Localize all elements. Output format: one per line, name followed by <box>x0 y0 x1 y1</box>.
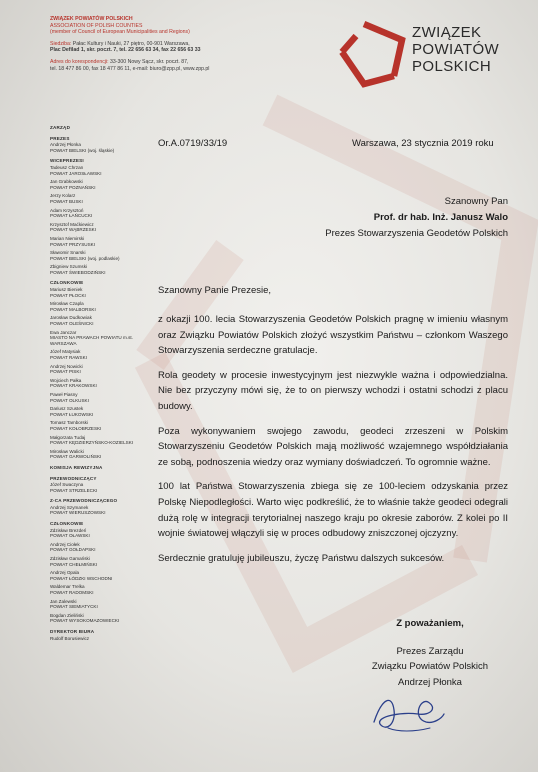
pentagon-logo-icon <box>334 18 408 90</box>
member-county: POWIAT GOŁDAPSKI <box>50 547 96 553</box>
closing-block <box>350 616 510 690</box>
paragraph: z okazji 100. lecia Stowarzyszenia Geodetów Polskich pragnę w imieniu własnym oraz Związku Powiatów Polskich złożyć wszystkim Państwu – członkom Waszego Stowarzyszenia serdeczne gratulacje. <box>158 314 508 357</box>
member-name: Mariusz Bieniek <box>50 287 83 293</box>
paragraph: Poza wykonywaniem swojego zawodu, geodeci zrzeszeni w Polskim Stowarzyszeniu Geodetów Polskich mają możliwość wzajemnego współdziałania ze sobą, podnoszenia wiedzy oraz wymiany doświadczeń. To ogromnie ważne. <box>158 425 508 468</box>
member-name: Zdzisław Gamański <box>50 556 90 562</box>
member-county: POWIAT RAWSKI <box>50 355 87 360</box>
correspondence-contact: tel. 18 477 86 00, fax 18 477 86 11, e-mail: biuro@zpp.pl, www.zpp.pl <box>50 65 210 72</box>
signer-name: Andrzej Płonka <box>398 676 462 688</box>
board-member <box>50 584 158 595</box>
board-section-title: CZŁONKOWIE <box>50 280 84 286</box>
member-county: POWIAT PŁOCKI <box>50 292 86 298</box>
board-member <box>50 364 158 375</box>
paragraph: 100 lat Państwa Stowarzyszenia zbiega się ze 100-leciem odzyskania przez Polskę Niepodległości. Warto więc podkreślić, że to właśnie także geodeci odegrali dużą rolę w integracji terytorialnej naszego kraju po okresie zaborów. Z kolei po II wojnie światowej włączyli się w proces odbudowy zniszczonej ojczyzny. <box>158 481 508 540</box>
board-member <box>50 482 158 493</box>
seat-label: Siedziba: <box>50 40 72 47</box>
reference-number: Or.A.0719/33/19 <box>158 138 228 149</box>
signer-title: Prezes Zarządu <box>396 645 464 657</box>
board-member <box>50 264 158 275</box>
member-name: Tomasz Tamborski <box>50 420 88 426</box>
member-county: POWIAT MALBORSKI <box>50 306 96 312</box>
paragraph: Serdecznie gratuluję jubileuszu, życzę Państwu dalszych sukcesów. <box>158 552 445 564</box>
member-county: POWIAT OŁAWSKI <box>50 533 90 539</box>
board-member <box>50 315 158 326</box>
board-listing <box>50 120 158 644</box>
member-name: Mirosław Czapla <box>50 301 84 307</box>
member-county: POWIAT SIEMIATYCKI <box>50 604 98 610</box>
member-county: POWIAT ŁAŃCUCKI <box>50 213 93 219</box>
member-county: MIASTO NA PRAWACH POWIATU m.st. WARSZAWA <box>50 335 133 346</box>
member-name: Sławomir Snarski <box>50 250 86 256</box>
board-member <box>50 378 158 389</box>
board-member <box>50 435 158 446</box>
board-section-title: Z-CA PRZEWODNICZĄCEGO <box>50 498 118 504</box>
member-county: POWIAT GARWOLIŃSKI <box>50 454 102 460</box>
member-county: POWIAT PRZYSUSKI <box>50 241 96 247</box>
member-name: Mirosław Walicki <box>50 448 84 454</box>
seat-address-2: Plac Defilad 1, skr. poczt. 7, tel. 22 656 63 34, fax 22 656 63 33 <box>50 47 201 54</box>
letterhead <box>50 16 280 72</box>
recipient-salutation: Szanowny Pan <box>444 196 508 207</box>
member-county: POWIAT JAROSŁAWSKI <box>50 170 102 176</box>
member-name: Małgorzata Tudaj <box>50 434 86 440</box>
board-member <box>50 208 158 219</box>
board-member <box>50 142 158 153</box>
org-name-en: ASSOCIATION OF POLISH COUNTIES <box>50 22 143 29</box>
member-name: Tadeusz Chrzan <box>50 164 84 170</box>
member-county: POWIAT BUSKI <box>50 198 83 204</box>
board-section-title: KOMISJA REWIZYJNA <box>50 464 103 470</box>
board-member <box>50 613 158 624</box>
logo-line-2: POWIATÓW <box>412 41 500 58</box>
board-member <box>50 599 158 610</box>
board-section-title: WICEPREZESI <box>50 158 84 164</box>
member-name: Andrzej Nowicki <box>50 363 83 369</box>
member-county: POWIAT WIERUSZOWSKI <box>50 510 106 516</box>
member-county: POWIAT ŁÓDZKI WSCHODNI <box>50 575 113 581</box>
member-name: Zbigniew Szumski <box>50 264 88 270</box>
member-county: POWIAT ŁUKOWSKI <box>50 411 94 417</box>
board-member <box>50 287 158 298</box>
member-county: POWIAT BIELSKI (woj. śląskie) <box>50 147 115 153</box>
board-member <box>50 392 158 403</box>
board-member <box>50 449 158 460</box>
board-member <box>50 165 158 176</box>
board-member <box>50 542 158 553</box>
signer-org: Związku Powiatów Polskich <box>371 661 489 672</box>
member-name: Dariusz Szustek <box>50 406 84 412</box>
member-name: Józef Swaczyna <box>50 482 84 488</box>
board-member <box>50 636 158 642</box>
member-name: Andrzej Szymanek <box>50 504 89 510</box>
member-name: Paweł Piasny <box>50 391 78 397</box>
member-county: POWIAT CHEŁMIŃSKI <box>50 561 98 567</box>
member-name: Waldemar Trelka <box>50 584 85 590</box>
member-county: POWIAT STRZELECKI <box>50 487 98 493</box>
letter-body <box>158 312 508 575</box>
member-name: Józef Matysiak <box>50 349 81 355</box>
board-section-title: ZARZĄD <box>50 125 71 130</box>
member-county: POWIAT OLKUSKI <box>50 397 89 403</box>
correspondence-label: Adres do korespondencji: <box>50 58 109 65</box>
member-name: Jarosław Dudkowiak <box>50 315 92 321</box>
board-member <box>50 222 158 233</box>
board-member <box>50 420 158 431</box>
board-section-title: PRZEWODNICZĄCY <box>50 475 97 481</box>
member-name: Jan Zalewski <box>50 598 77 604</box>
member-name: Rudolf Borusiewicz <box>50 635 90 641</box>
board-member <box>50 349 158 360</box>
member-name: Andrzej Płonka <box>50 142 81 148</box>
member-county: POWIAT KOŁOBRZESKI <box>50 425 102 431</box>
logo-text <box>412 24 499 75</box>
member-county: POWIAT ŚWIEBODZIŃSKI <box>50 269 106 275</box>
board-member <box>50 179 158 190</box>
recipient-block <box>325 194 508 242</box>
member-name: Andrzej Opala <box>50 570 80 576</box>
board-member <box>50 330 158 347</box>
recipient-title: Prezes Stowarzyszenia Geodetów Polskich <box>325 228 508 239</box>
member-county: POWIAT WYSOKOMAZOWIECKI <box>50 618 120 624</box>
paragraph: Rola geodety w procesie inwestycyjnym jest niezwykle ważna i odpowiedzialna. Nie bez przyczyny mówi się, że to on pierwszy wchodzi i ostatni schodzi z placu budowy. <box>158 369 508 412</box>
closing-regards: Z poważaniem, <box>396 618 464 629</box>
board-section-title: PREZES <box>50 135 70 141</box>
member-county: POWIAT WĄBRZESKI <box>50 227 97 233</box>
member-county: POWIAT BIELSKI (woj. podlaskie) <box>50 255 120 261</box>
correspondence-address: 33-300 Nowy Sącz, skr. poczt. 87, <box>110 58 189 65</box>
board-member <box>50 193 158 204</box>
logo-line-3: POLSKICH <box>412 58 492 75</box>
signature-icon <box>368 688 448 736</box>
board-member <box>50 236 158 247</box>
member-note: (member of Council of European Municipalities and Regions) <box>50 29 190 36</box>
member-county: POWIAT PISKI <box>50 369 81 375</box>
seat-address: Pałac Kultury i Nauki, 27 piętro, 00-901 Warszawa, <box>72 40 190 47</box>
board-member <box>50 528 158 539</box>
member-name: Zdzisław Brezdeń <box>50 527 87 533</box>
board-member <box>50 570 158 581</box>
member-name: Krzysztof Maćkiewicz <box>50 221 94 227</box>
member-county: POWIAT KRAKOWSKI <box>50 383 97 389</box>
letter-date: Warszawa, 23 stycznia 2019 roku <box>352 138 494 149</box>
member-county: POWIAT KĘDZIERZYŃSKO-KOZIELSKI <box>50 440 134 446</box>
member-name: Jerzy Kolarz <box>50 193 76 199</box>
member-name: Jan Grabkowski <box>50 179 83 185</box>
greeting: Szanowny Panie Prezesie, <box>158 285 272 296</box>
board-section-title: DYREKTOR BIURA <box>50 628 95 634</box>
member-name: Wojciech Pałka <box>50 377 82 383</box>
member-name: Adam Krzysztoń <box>50 207 84 213</box>
member-county: POWIAT OLEŚNICKI <box>50 321 94 327</box>
board-member <box>50 250 158 261</box>
board-member <box>50 406 158 417</box>
member-name: Ewa Janczar <box>50 329 77 335</box>
board-member <box>50 556 158 567</box>
member-name: Marian Niemirski <box>50 235 85 241</box>
board-section-title: CZŁONKOWIE <box>50 521 84 527</box>
board-member <box>50 301 158 312</box>
member-name: Bogdan Zieliński <box>50 612 84 618</box>
recipient-name: Prof. dr hab. Inż. Janusz Walo <box>373 212 508 223</box>
board-member <box>50 505 158 516</box>
member-name: Andrzej Ciołek <box>50 541 80 547</box>
logo-line-1: ZWIĄZEK <box>412 24 482 41</box>
member-county: POWIAT RADOMSKI <box>50 590 94 595</box>
member-county: POWIAT POZNAŃSKI <box>50 184 96 190</box>
org-name: ZWIĄZEK POWIATÓW POLSKICH <box>50 16 133 22</box>
